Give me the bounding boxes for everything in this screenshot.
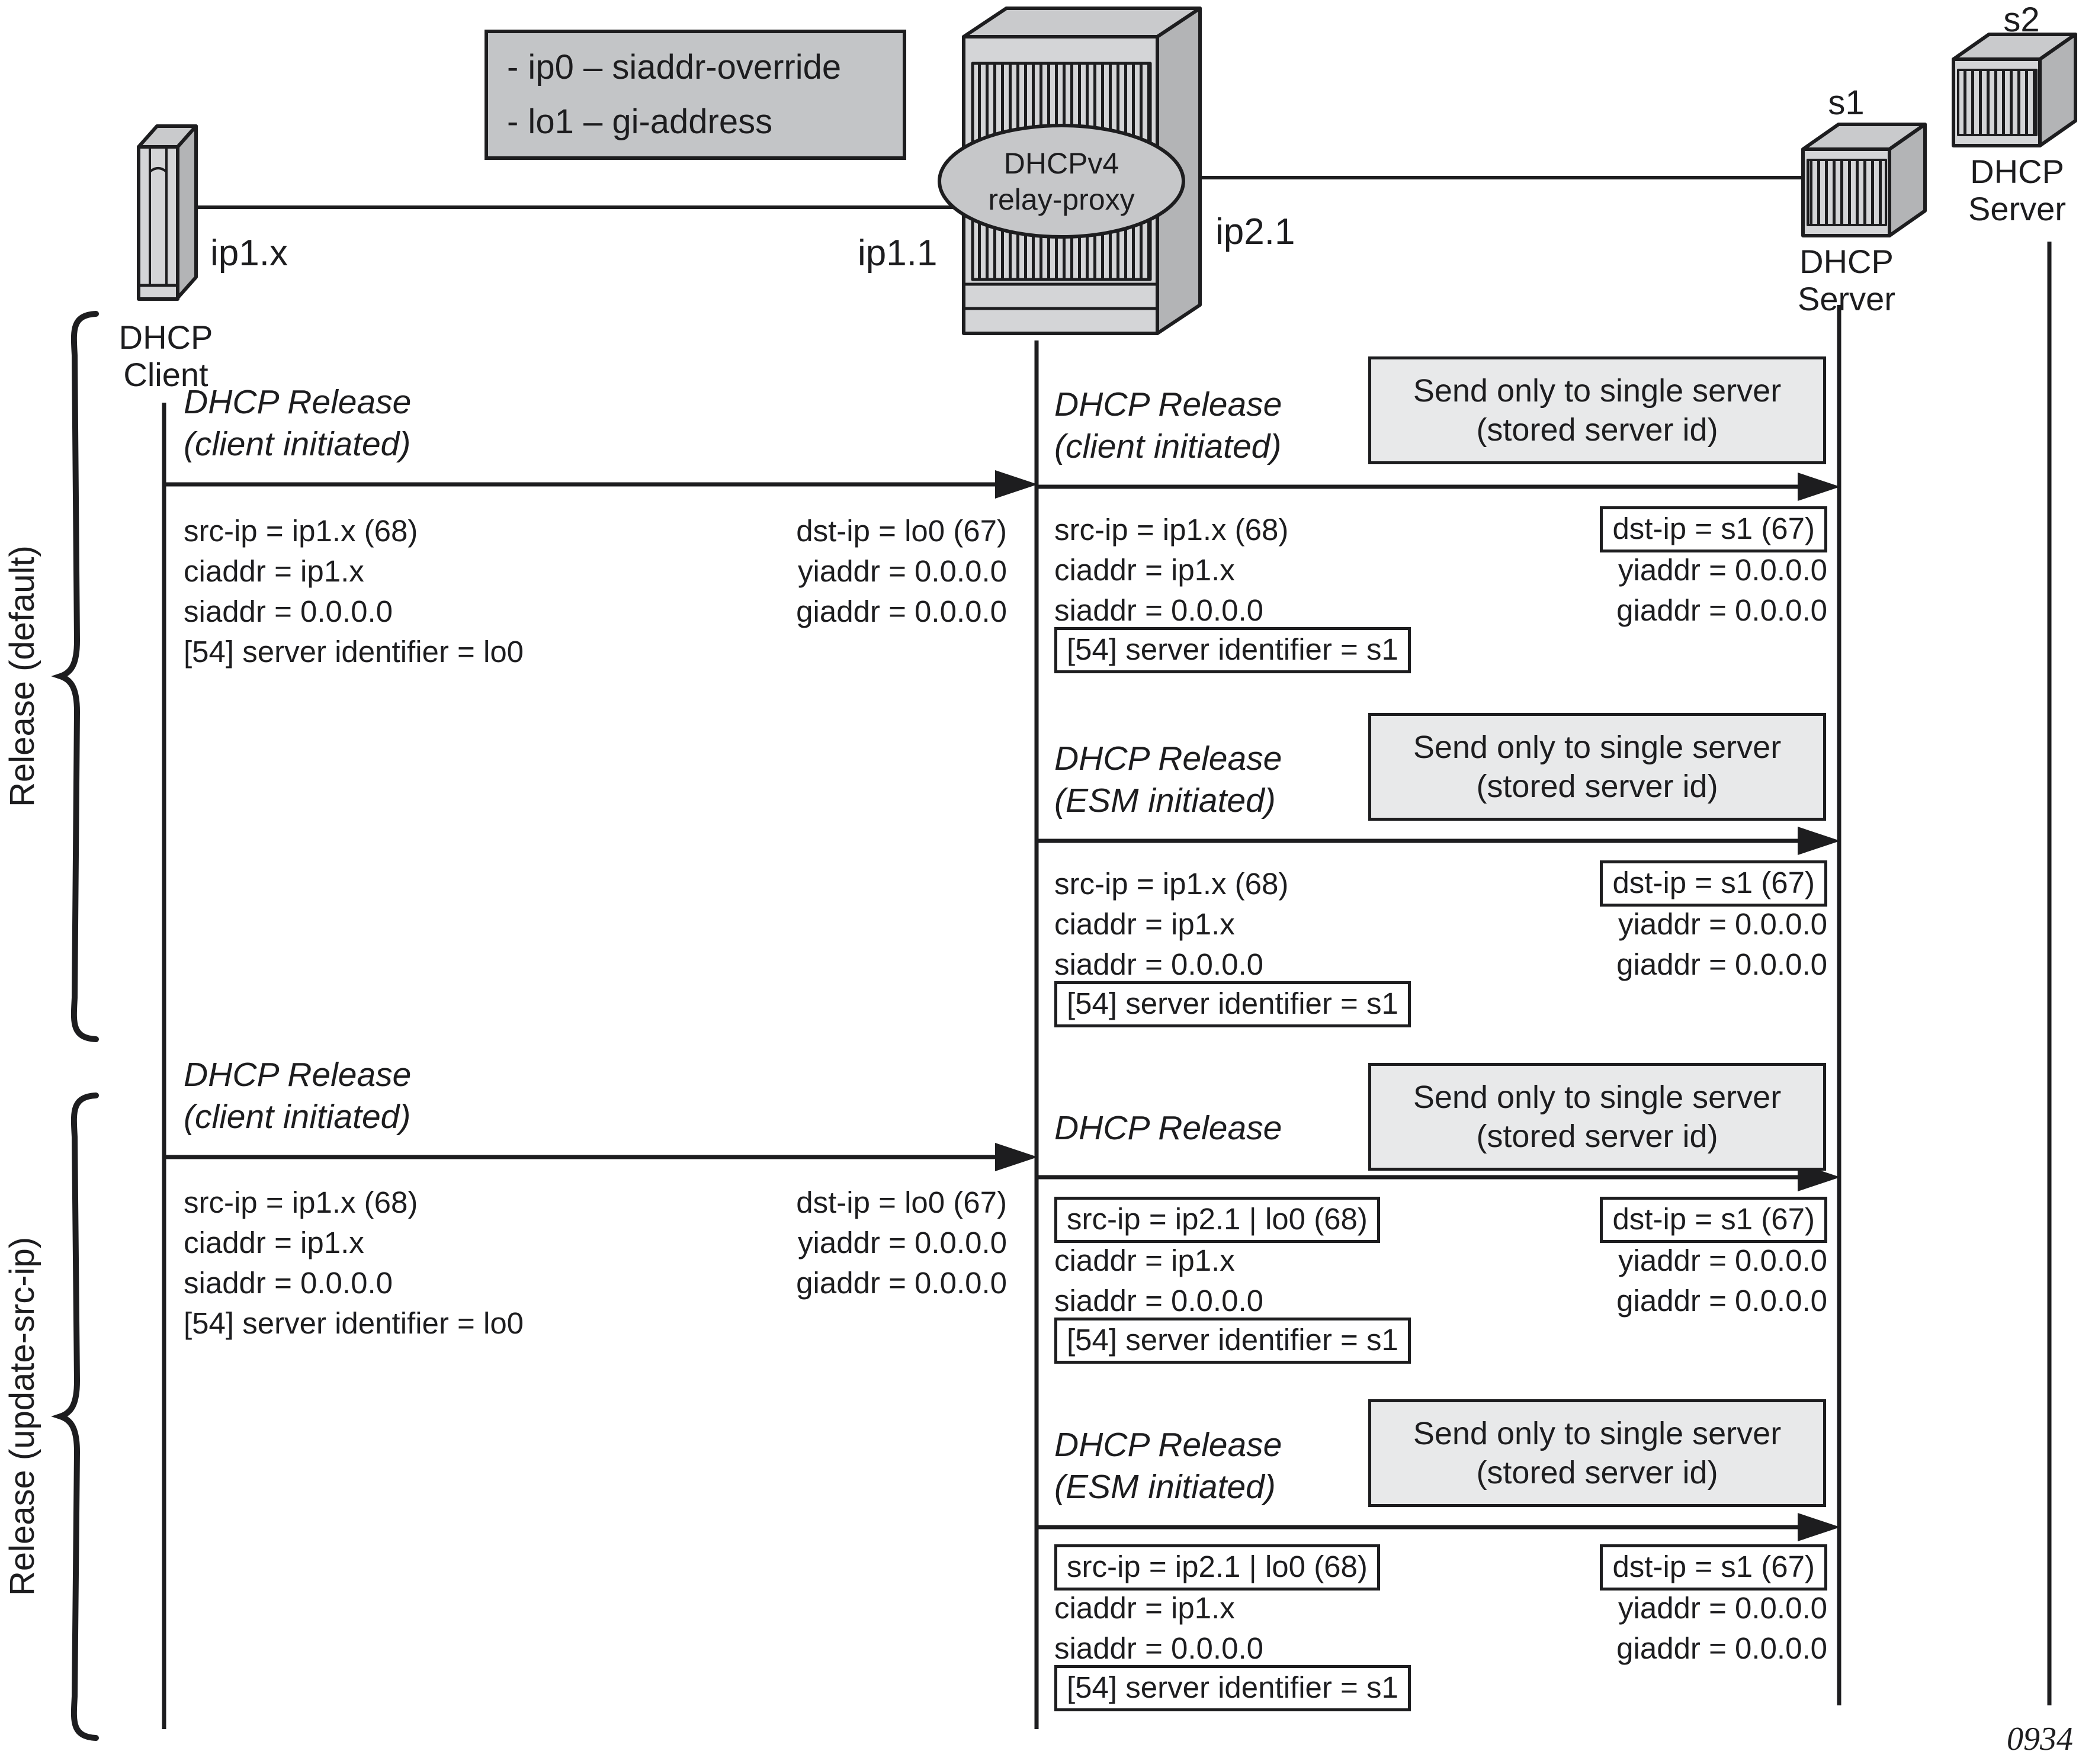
arrow-msg4-client-to-relay	[164, 1143, 1038, 1171]
msg4-fields-left	[184, 1182, 524, 1343]
note-2-line1: Send only to single server	[1413, 730, 1782, 765]
field: src-ip = ip1.x (68)	[184, 513, 418, 548]
note-box-3	[1368, 1063, 1826, 1171]
msg1-fields-right	[622, 510, 1007, 631]
arrow-msg1-client-to-relay	[164, 470, 1038, 499]
relay-ellipse-line1: DHCPv4	[1003, 147, 1119, 180]
msg2-title-line2: (client initiated)	[1054, 428, 1282, 465]
boxed-value: [54] server identifier = s1	[1054, 627, 1411, 673]
field: src-ip = ip1.x (68)	[1054, 512, 1289, 547]
field: yiaddr = 0.0.0.0	[1618, 1243, 1827, 1277]
field-boxed	[1439, 1200, 1827, 1240]
msg6-fields-right	[1439, 1547, 1827, 1668]
boxed-value: dst-ip = s1 (67)	[1600, 860, 1827, 907]
boxed-value: src-ip = ip2.1 | lo0 (68)	[1054, 1197, 1380, 1243]
legend-box	[485, 30, 906, 160]
s2-id-label: s2	[2003, 1, 2040, 39]
client-label-line2: Client	[123, 356, 208, 393]
msg4-fields-right	[622, 1182, 1007, 1303]
note-box-4	[1368, 1399, 1826, 1507]
msg4-title	[184, 1054, 411, 1138]
boxed-value: dst-ip = s1 (67)	[1600, 1197, 1827, 1243]
msg1-title-line2: (client initiated)	[184, 425, 411, 463]
msg6-title	[1054, 1424, 1282, 1508]
note-1-line1: Send only to single server	[1413, 373, 1782, 409]
boxed-value: dst-ip = s1 (67)	[1600, 1544, 1827, 1591]
field: ciaddr = ip1.x	[184, 554, 364, 588]
s1-id-label: s1	[1828, 83, 1865, 122]
note-box-2	[1368, 713, 1826, 821]
brace-label-release-update-src-ip: Release (update-src-ip)	[3, 1236, 41, 1596]
msg3-fields-left	[1054, 863, 1411, 1024]
field: siaddr = 0.0.0.0	[1054, 593, 1263, 627]
msg1-title	[184, 381, 411, 465]
s2-label	[1948, 153, 2079, 227]
field-boxed	[1054, 1200, 1411, 1240]
s1-label-line2: Server	[1798, 280, 1895, 317]
field: siaddr = 0.0.0.0	[184, 1265, 393, 1300]
port-ip11-label: ip1.1	[858, 233, 938, 274]
note-3-line2: (stored server id)	[1476, 1119, 1718, 1154]
dhcp-server-s1-icon	[1803, 124, 1925, 236]
msg2-fields-left	[1054, 509, 1411, 670]
field: dst-ip = lo0 (67)	[796, 1185, 1007, 1219]
field: src-ip = ip1.x (68)	[1054, 866, 1289, 901]
client-label-line1: DHCP	[118, 319, 213, 356]
field: ciaddr = ip1.x	[1054, 552, 1235, 587]
msg1-title-line1: DHCP Release	[184, 383, 412, 421]
brace-release-update-src-ip	[60, 1095, 96, 1738]
field: siaddr = 0.0.0.0	[184, 594, 393, 628]
msg5-title-line1: DHCP Release	[1054, 1109, 1282, 1147]
msg6-title-line1: DHCP Release	[1054, 1426, 1282, 1464]
field-boxed	[1439, 863, 1827, 904]
boxed-value: [54] server identifier = s1	[1054, 1665, 1411, 1711]
field: [54] server identifier = lo0	[184, 634, 524, 669]
note-4-line1: Send only to single server	[1413, 1416, 1782, 1451]
boxed-value: [54] server identifier = s1	[1054, 981, 1411, 1027]
port-ip21-label: ip2.1	[1215, 211, 1295, 252]
msg2-fields-right	[1439, 509, 1827, 630]
field-boxed	[1054, 1320, 1411, 1361]
s1-label	[1771, 243, 1922, 317]
field: ciaddr = ip1.x	[1054, 907, 1235, 941]
field: giaddr = 0.0.0.0	[1616, 1631, 1827, 1665]
field: ciaddr = ip1.x	[1054, 1591, 1235, 1625]
field: [54] server identifier = lo0	[184, 1306, 524, 1340]
field-boxed	[1054, 1668, 1411, 1708]
field: ciaddr = ip1.x	[184, 1225, 364, 1259]
s2-label-line2: Server	[1968, 190, 2066, 227]
note-2-line2: (stored server id)	[1476, 769, 1718, 804]
field: dst-ip = lo0 (67)	[796, 513, 1007, 548]
figure-number: 0934	[2007, 1721, 2073, 1757]
field: yiaddr = 0.0.0.0	[798, 1225, 1007, 1259]
msg3-title-line1: DHCP Release	[1054, 740, 1282, 777]
note-box-1	[1368, 356, 1826, 464]
msg5-fields-left	[1054, 1200, 1411, 1361]
field: yiaddr = 0.0.0.0	[1618, 1591, 1827, 1625]
msg1-fields-left	[184, 510, 524, 671]
field: ciaddr = ip1.x	[1054, 1243, 1235, 1277]
boxed-value: src-ip = ip2.1 | lo0 (68)	[1054, 1544, 1380, 1591]
dhcp-server-s2-icon	[1953, 34, 2075, 146]
relay-ellipse-label	[943, 146, 1180, 218]
field: yiaddr = 0.0.0.0	[1618, 552, 1827, 587]
field-boxed	[1054, 984, 1411, 1024]
msg2-title	[1054, 384, 1282, 468]
arrow-msg2-relay-to-s1	[1037, 473, 1840, 501]
msg3-title-line2: (ESM initiated)	[1054, 782, 1276, 820]
legend-line-2: - lo1 – gi-address	[507, 102, 773, 141]
port-ip1x-label: ip1.x	[210, 233, 288, 274]
field: giaddr = 0.0.0.0	[1616, 593, 1827, 627]
note-3-line1: Send only to single server	[1413, 1079, 1782, 1115]
msg6-title-line2: (ESM initiated)	[1054, 1468, 1276, 1506]
s2-label-line1: DHCP	[1970, 153, 2064, 190]
msg3-title	[1054, 738, 1282, 822]
msg5-fields-right	[1439, 1200, 1827, 1320]
field: giaddr = 0.0.0.0	[1616, 947, 1827, 981]
note-4-line2: (stored server id)	[1476, 1455, 1718, 1490]
field: siaddr = 0.0.0.0	[1054, 947, 1263, 981]
field: giaddr = 0.0.0.0	[796, 1265, 1007, 1300]
field: yiaddr = 0.0.0.0	[1618, 907, 1827, 941]
msg3-fields-right	[1439, 863, 1827, 984]
field-boxed	[1439, 509, 1827, 550]
field: giaddr = 0.0.0.0	[1616, 1283, 1827, 1318]
msg5-title	[1054, 1107, 1282, 1149]
relay-ellipse-line2: relay-proxy	[988, 183, 1135, 216]
legend-line-1: - ip0 – siaddr-override	[507, 48, 842, 86]
field: src-ip = ip1.x (68)	[184, 1185, 418, 1219]
msg6-fields-left	[1054, 1547, 1411, 1708]
dhcp-client-icon	[139, 126, 196, 299]
field: yiaddr = 0.0.0.0	[798, 554, 1007, 588]
field-boxed	[1054, 630, 1411, 670]
field: giaddr = 0.0.0.0	[796, 594, 1007, 628]
field: siaddr = 0.0.0.0	[1054, 1631, 1263, 1665]
msg4-title-line2: (client initiated)	[184, 1098, 411, 1136]
brace-label-release-default: Release (default)	[3, 545, 41, 807]
boxed-value: dst-ip = s1 (67)	[1600, 506, 1827, 552]
boxed-value: [54] server identifier = s1	[1054, 1318, 1411, 1364]
msg2-title-line1: DHCP Release	[1054, 385, 1282, 423]
field-boxed	[1439, 1547, 1827, 1588]
note-1-line2: (stored server id)	[1476, 412, 1718, 448]
brace-release-default	[60, 314, 96, 1039]
s1-label-line1: DHCP	[1799, 243, 1894, 280]
arrow-msg6-relay-to-s1	[1037, 1513, 1840, 1541]
field-boxed	[1054, 1547, 1411, 1588]
arrow-msg3-relay-to-s1	[1037, 827, 1840, 855]
field: siaddr = 0.0.0.0	[1054, 1283, 1263, 1318]
msg4-title-line1: DHCP Release	[184, 1056, 412, 1094]
